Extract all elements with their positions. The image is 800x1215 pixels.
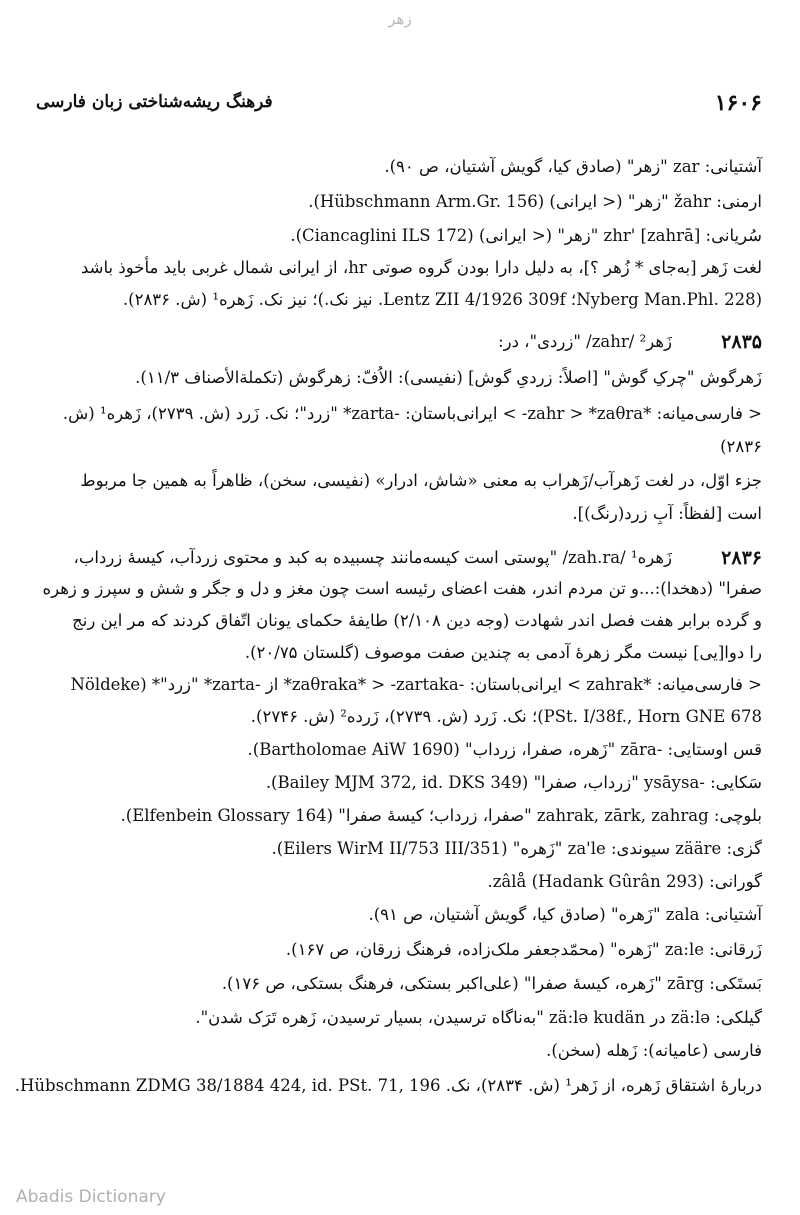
text-line: ارمنی: žahr "زهر" (< ایرانی) (Hübschmann Arm.Gr. 156).: [308, 192, 762, 211]
text-line: فارسی (عامیانه): زَهله (سخن).: [546, 1041, 762, 1060]
text-line: قس اوستایی: -zāra "زَهره، صفرا، زرداب" (Bartholomae AiW 1690).: [247, 740, 762, 759]
text-line: (Nyberg Man.Phl. 228؛ Lentz ZII 4/1926 309f. نیز نک.)؛ نیز نک. زَهره¹ (ش. ۲۸۳۶).: [122, 290, 762, 309]
text-line: آشتیانی: zar "زهر" (صادق کیا، گویش آشتیان، ص ۹۰).: [384, 157, 762, 176]
watermark-title: زهر: [388, 10, 412, 28]
entry-2835-head: [36, 332, 762, 352]
text-line: صفرا" (دهخدا):...و تن مردم اندر، هفت اعضای رئیسه است چون مغز و دل و جگر و شش و سپرز و زهره: [42, 579, 762, 598]
entry-number: ۲۸۳۶: [721, 547, 762, 569]
text-line: دربارهٔ اشتقاق زَهره، از زَهر¹ (ش. ۲۸۳۴)، نک. Hübschmann ZDMG 38/1884 424, id. PSt. 71, 196.: [14, 1076, 762, 1095]
text-line: گورانی: zâlå (Hadank Gûrân 293).: [487, 872, 762, 891]
text-line: زَهرگوش "چرکِ گوش" [اصلاً: زردیِ گوش] (نفیسی): الاُفّ: زهرگوش (تکملة‌الأصناف ۱۱/۳).: [135, 368, 762, 387]
entry-number: ۲۸۳۵: [721, 331, 762, 353]
text-line: جزء اوّل، در لغت زَهرآب/زَهراب به معنی «شاش، ادرار» (نفیسی، سخن)، ظاهراً به همین جا مربوط: [80, 471, 762, 490]
text-line: سُریانی: zhr' [zahrā] "زهر" (< ایرانی) (Ciancaglini ILS 172).: [290, 226, 762, 245]
text-line: را دوا[یی] نیست مگر زهرهٔ آدمی به چندین صفت موصوف (گلستان ۲۰/۷۵).: [244, 643, 762, 662]
page-content: [14, 150, 762, 1096]
text-line: زَرقانی: za:le "زَهره" (محمّدجعفر ملک‌زاده، فرهنگ زرقان، ص ۱۶۷).: [285, 940, 762, 959]
text-line: بَستَکی: zārg "زَهره، کیسهٔ صفرا" (علی‌اکبر بستکی، فرهنگ بستکی، ص ۱۷۶).: [221, 974, 762, 993]
text-line: آشتیانی: zala "زَهره" (صادق کیا، گویش آشتیان، ص ۹۱).: [368, 905, 762, 924]
site-logo: Abadis Dictionary: [16, 1187, 166, 1207]
text-line: است [لفظاً: آبِ زرد(رنگ)].: [572, 504, 762, 523]
text-line: گزی: zääre سیوندی: za'le "زَهره" (Eilers WirM II/753 III/351).: [271, 839, 762, 858]
text-line: سَکایی: -ysāysa "زرداب، صفرا" (Bailey MJM 372, id. DKS 349).: [265, 773, 762, 792]
text-line: ۲۸۳۶): [720, 437, 762, 456]
entry-headword: زَهره¹ /zah.ra/ "پوستی است کیسه‌مانند چسبیده به کبد و محتوی زردآب، کیسهٔ زرداب،: [73, 548, 672, 567]
text-line: < فارسی‌میانه: *zahr > *zaθra- > ایرانی‌باستان: -zarta* "زرد"؛ نک. زَرد (ش. ۲۷۳۹)، زَهره¹ (ش.: [62, 404, 762, 423]
text-line: لغت زَهر [به‌جای * زُهر ؟]، به دلیل دارا بودن گروه صوتی hr، از ایرانی شمال غربی باید مأخوذ باشد: [81, 258, 762, 277]
text-line: < فارسی‌میانه: *zahrak > ایرانی‌باستان: -zaθraka* > -zartaka* از -zarta* "زرد"* (Nöldeke: [70, 675, 762, 694]
text-line: بلوچی: zahrak, zārk, zahrag "صفرا، زرداب؛ کیسهٔ صفرا" (Elfenbein Glossary 164).: [120, 806, 762, 825]
text-line: گیلکی: zä:lə در zä:lə kudän "به‌ناگاه ترسیدن، بسیار ترسیدن، زَهره تَرَک شدن".: [195, 1008, 762, 1027]
book-title: فرهنگ ریشه‌شناختی زبان فارسی: [36, 92, 273, 112]
page-header: [36, 90, 762, 118]
text-line: و گرده برابر هفت فصل اندر شهادت (وجه دین ۲/۱۰۸) طایفهٔ حکمای یونان اتّفاق کردند که مر این رنج: [72, 611, 762, 630]
page-number: ۱۶۰۶: [714, 90, 762, 116]
text-line: PSt. I/38f., Horn GNE 678)؛ نک. زَرد (ش. ۲۷۳۹)، زَرده² (ش. ۲۷۴۶).: [250, 707, 762, 726]
entry-2836-head: [36, 548, 762, 568]
entry-headword: زَهر² /zahr/ "زردی"، در:: [498, 332, 672, 351]
